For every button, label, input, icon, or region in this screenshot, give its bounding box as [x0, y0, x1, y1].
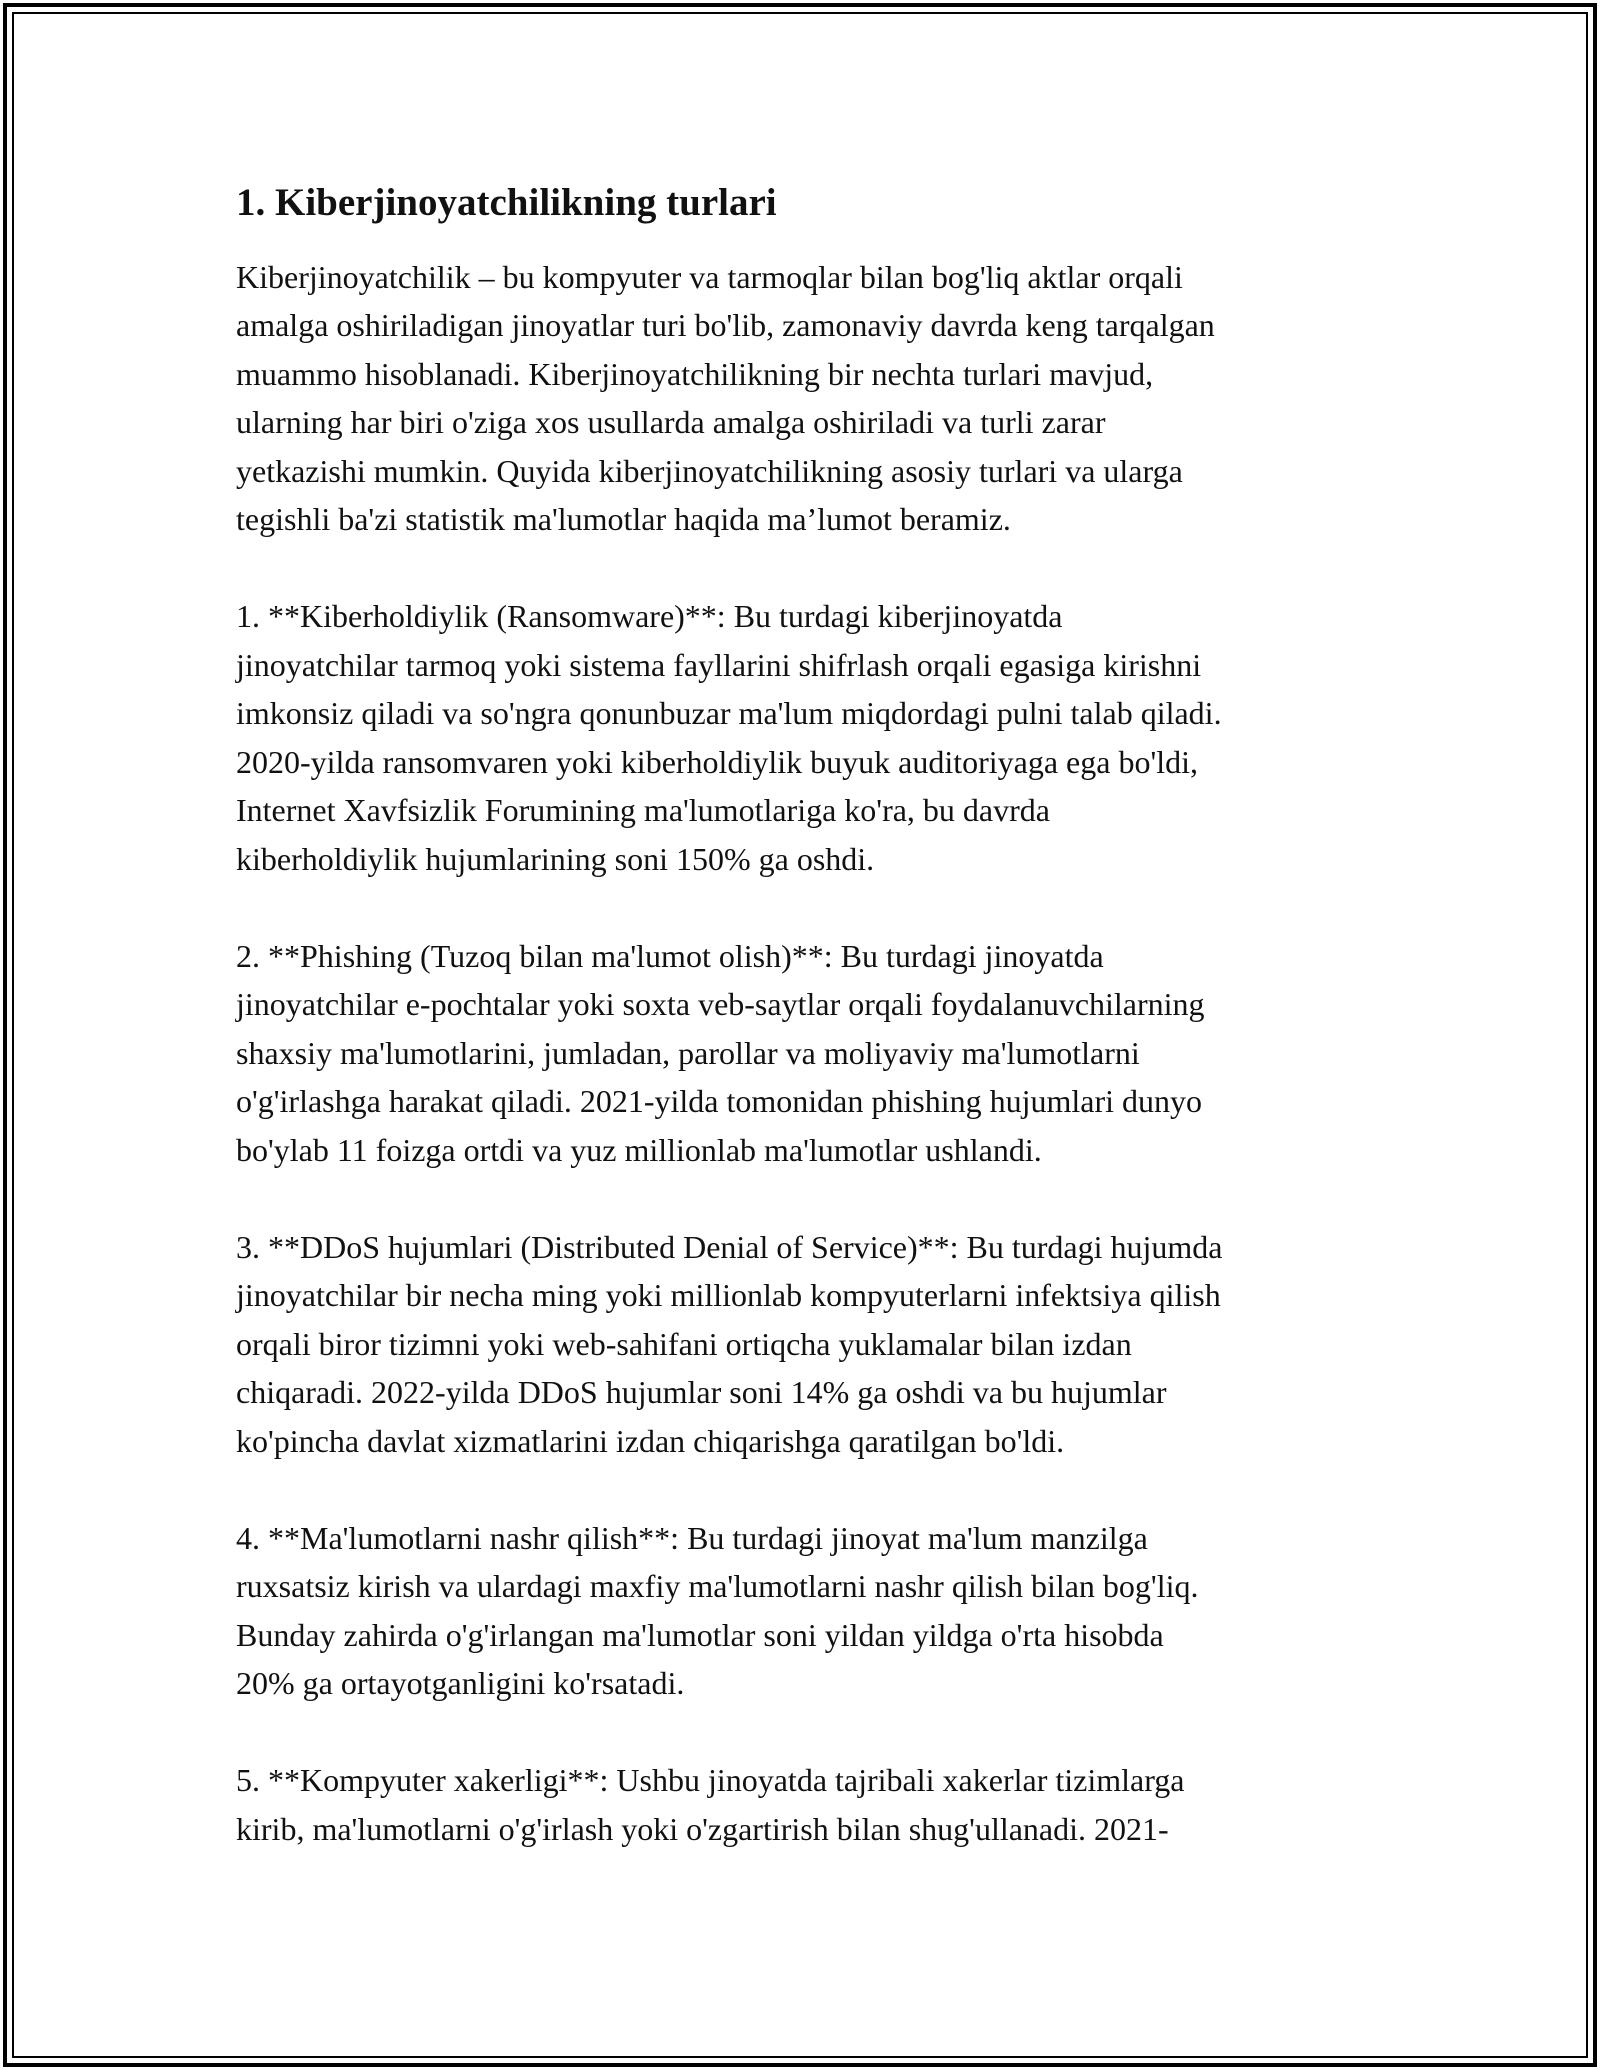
hacking-paragraph [236, 1756, 1376, 1853]
phishing-paragraph [236, 932, 1376, 1175]
text-line: amalga oshiriladigan jinoyatlar turi bo'lib, zamonaviy davrda keng tarqalgan [236, 307, 1215, 344]
text-line: 4. **Ma'lumotlarni nashr qilish**: Bu turdagi jinoyat ma'lum manzilga [236, 1519, 1148, 1556]
intro-paragraph [236, 253, 1376, 544]
text-line: Bunday zahirda o'g'irlangan ma'lumotlar soni yildan yildga o'rta hisobda [236, 1616, 1164, 1653]
text-line: Internet Xavfsizlik Forumining ma'lumotlariga ko'ra, bu davrda [236, 792, 1050, 829]
text-line: muammo hisoblanadi. Kiberjinoyatchilikning bir nechta turlari mavjud, [236, 355, 1154, 392]
text-line: kiberholdiylik hujumlarining soni 150% ga oshdi. [236, 840, 875, 877]
ddos-paragraph [236, 1223, 1376, 1466]
text-line: 5. **Kompyuter xakerligi**: Ushbu jinoyatda tajribali xakerlar tizimlarga [236, 1762, 1185, 1799]
text-line: yetkazishi mumkin. Quyida kiberjinoyatchilikning asosiy turlari va ularga [236, 452, 1183, 489]
text-line: jinoyatchilar e-pochtalar yoki soxta veb-saytlar orqali foydalanuvchilarning [236, 986, 1205, 1023]
text-line: chiqaradi. 2022-yilda DDoS hujumlar soni 14% ga oshdi va bu hujumlar [236, 1374, 1167, 1411]
text-line: orqali biror tizimni yoki web-sahifani ortiqcha yuklamalar bilan izdan [236, 1325, 1132, 1362]
text-line: ularning har biri o'ziga xos usullarda amalga oshiriladi va turli zarar [236, 404, 1106, 441]
data-leak-paragraph [236, 1514, 1376, 1708]
text-line: ko'pincha davlat xizmatlarini izdan chiqarishga qaratilgan bo'ldi. [236, 1422, 1065, 1459]
text-line: shaxsiy ma'lumotlarini, jumladan, parollar va moliyaviy ma'lumotlarni [236, 1034, 1140, 1071]
section-title: 1. Kiberjinoyatchilikning turlari [236, 181, 777, 224]
text-line: kirib, ma'lumotlarni o'g'irlash yoki o'zgartirish bilan shug'ullanadi. 2021- [236, 1810, 1169, 1847]
text-line: bo'ylab 11 foizga ortdi va yuz millionlab ma'lumotlar ushlandi. [236, 1131, 1042, 1168]
text-line: jinoyatchilar tarmoq yoki sistema fayllarini shifrlash orqali egasiga kirishni [236, 646, 1202, 683]
text-line: imkonsiz qiladi va so'ngra qonunbuzar ma'lum miqdordagi pulni talab qiladi. [236, 695, 1222, 732]
text-line: 1. **Kiberholdiylik (Ransomware)**: Bu turdagi kiberjinoyatda [236, 598, 1063, 635]
text-line: 2. **Phishing (Tuzoq bilan ma'lumot olish)**: Bu turdagi jinoyatda [236, 937, 1104, 974]
ransomware-paragraph [236, 592, 1376, 883]
text-line: 20% ga ortayotganligini ko'rsatadi. [236, 1665, 685, 1702]
text-line: ruxsatsiz kirish va ulardagi maxfiy ma'lumotlarni nashr qilish bilan bog'liq. [236, 1568, 1199, 1605]
text-line: Kiberjinoyatchilik – bu kompyuter va tarmoqlar bilan bog'liq aktlar orqali [236, 258, 1183, 295]
text-line: tegishli ba'zi statistik ma'lumotlar haqida ma’lumot beramiz. [236, 501, 1011, 538]
text-line: jinoyatchilar bir necha ming yoki millionlab kompyuterlarni infektsiya qilish [236, 1277, 1221, 1314]
text-line: o'g'irlashga harakat qiladi. 2021-yilda tomonidan phishing hujumlari dunyo [236, 1083, 1203, 1120]
text-line: 3. **DDoS hujumlari (Distributed Denial of Service)**: Bu turdagi hujumda [236, 1228, 1223, 1265]
document-page [236, 180, 1376, 1902]
text-line: 2020-yilda ransomvaren yoki kiberholdiylik buyuk auditoriyaga ega bo'ldi, [236, 743, 1198, 780]
